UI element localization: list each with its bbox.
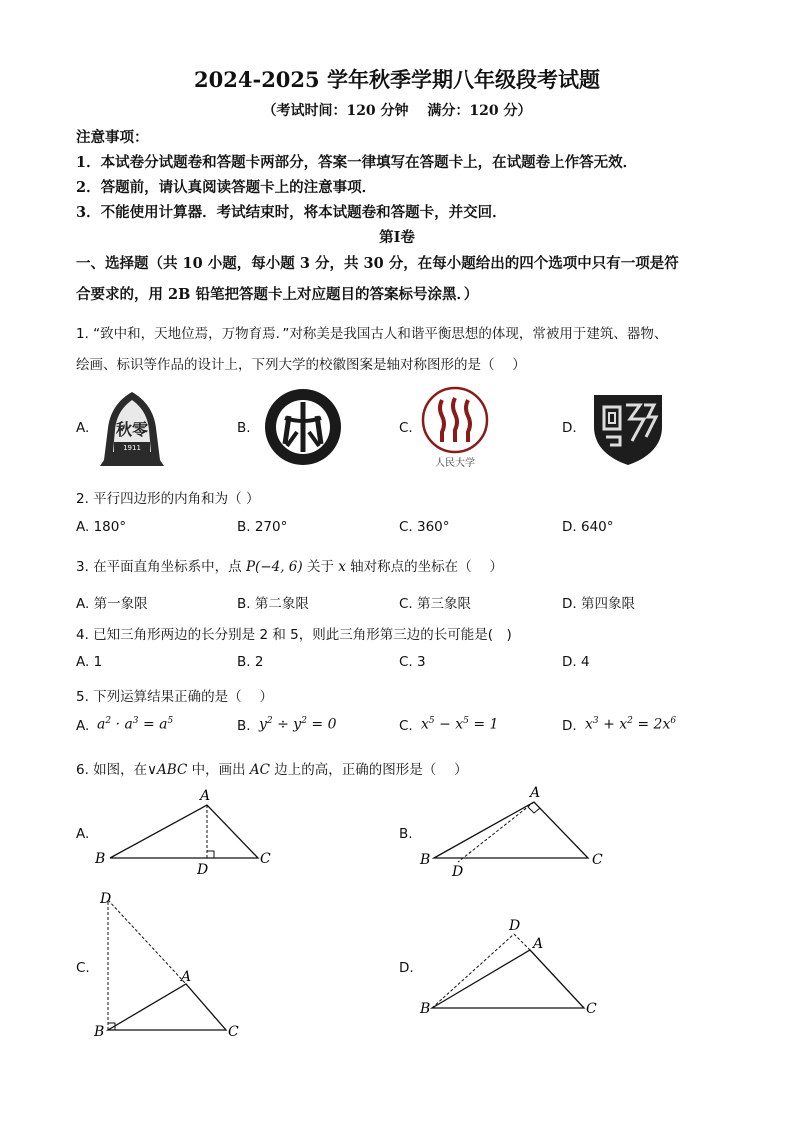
q3-option-b: B. 第二象限	[237, 596, 309, 612]
emblem-a-image	[96, 390, 168, 470]
svg-text:C: C	[228, 1024, 239, 1040]
q2-option-c: C. 360°	[399, 519, 450, 535]
question-2-stem: 2. 平行四边形的内角和为（ ）	[76, 491, 260, 507]
q6-figure-b	[412, 782, 612, 882]
question-1-stem: 绘画、标识等作品的设计上，下列大学的校徽图案是轴对称图形的是（ ）	[76, 357, 526, 373]
question-1-stem: 1. “致中和，天地位焉，万物育焉．”对称美是我国古人和谐平衡思想的体现，常被用于建筑、器物、	[76, 326, 668, 342]
q2-option-d: D. 640°	[562, 519, 614, 535]
option-a-label: A.	[76, 420, 90, 436]
q3-option-d: D. 第四象限	[562, 596, 635, 612]
q5-option-a-label: A.	[76, 718, 90, 734]
section-heading-cont: 合要求的，用 2B 铅笔把答题卡上对应题目的答案标号涂黑．）	[76, 286, 479, 303]
q5-option-d-formula: $x^3 + x^2 = 2x^6$	[585, 716, 677, 733]
svg-text:D: D	[100, 891, 112, 907]
svg-text:B: B	[420, 1001, 431, 1017]
q3-point: P(−4, 6)	[245, 559, 303, 575]
notice-heading: 注意事项：	[76, 129, 149, 146]
q5-option-b-label: B.	[237, 718, 251, 734]
svg-text:B: B	[94, 1024, 105, 1040]
option-d-label: D.	[562, 420, 577, 436]
q6-figure-d	[412, 912, 612, 1022]
q6-triangle: ∨ABC	[147, 762, 188, 778]
svg-text:D: D	[197, 862, 209, 878]
q3-text-mid: 关于	[302, 559, 339, 575]
q6-option-d-label: D.	[399, 960, 414, 976]
q6-option-a-label: A.	[76, 826, 90, 842]
svg-text:C: C	[592, 852, 603, 868]
q6-side: AC	[249, 762, 270, 778]
option-c-label: C.	[399, 420, 413, 436]
svg-text:B: B	[95, 851, 106, 867]
notice-item: 3．不能使用计算器．考试结束时，将本试题卷和答题卡，并交回．	[76, 204, 507, 221]
svg-text:A: A	[200, 788, 211, 804]
q6-option-b-label: B.	[399, 826, 413, 842]
q6-option-c-label: C.	[76, 960, 90, 976]
q5-option-d-label: D.	[562, 718, 577, 734]
q2-option-b: B. 270°	[237, 519, 288, 535]
q3-option-a: A. 第一象限	[76, 596, 148, 612]
q5-option-c-label: C.	[399, 718, 413, 734]
emblem-a-text: 秋零	[115, 420, 149, 439]
option-b-label: B.	[237, 420, 251, 436]
q6-text-mid: 中，画出	[187, 762, 250, 778]
q4-option-b: B. 2	[237, 654, 264, 670]
emblem-d-image	[590, 393, 666, 467]
svg-text:C: C	[260, 851, 271, 867]
section-heading: 一、选择题（共 10 小题，每小题 3 分，共 30 分，在每小题给出的四个选项中只有一项是符	[76, 255, 679, 272]
svg-text:C: C	[586, 1001, 597, 1017]
svg-text:D: D	[509, 918, 521, 934]
emblem-c-caption: 人民大学	[435, 458, 475, 469]
volume-label: 第Ⅰ卷	[379, 229, 415, 246]
svg-text:D: D	[452, 864, 464, 880]
svg-text:A: A	[181, 969, 192, 985]
q3-var: x	[338, 559, 346, 575]
q4-option-c: C. 3	[399, 654, 426, 670]
q2-option-a: A. 180°	[76, 519, 127, 535]
exam-title: 2024-2025 学年秋季学期八年级段考试题	[194, 67, 600, 92]
notice-item: 2．答题前，请认真阅读答题卡上的注意事项．	[76, 179, 377, 196]
svg-text:A: A	[530, 785, 541, 801]
emblem-a-year: 1911	[123, 444, 141, 452]
question-4-stem: 4. 已知三角形两边的长分别是 2 和 5，则此三角形第三边的长可能是( )	[76, 627, 512, 643]
svg-text:B: B	[420, 852, 431, 868]
notice-item: 1．本试卷分试题卷和答题卡两部分，答案一律填写在答题卡上，在试题卷上作答无效．	[76, 154, 638, 171]
question-5-stem: 5. 下列运算结果正确的是（ ）	[76, 689, 273, 705]
svg-text:A: A	[533, 936, 544, 952]
emblem-b-image	[263, 388, 343, 466]
q5-option-a-formula: $a^2 \cdot a^3 = a^5$	[97, 716, 174, 733]
q5-option-b-formula: $y^2 \div y^2 = 0$	[259, 716, 337, 733]
q6-figure-c	[90, 888, 250, 1048]
q6-figure-a	[90, 785, 280, 880]
q3-text-pre: 3. 在平面直角坐标系中，点	[76, 559, 246, 575]
emblem-c-image	[418, 386, 492, 472]
exam-subtitle: （考试时间：120 分钟 满分：120 分）	[262, 103, 532, 119]
q3-text-post: 轴对称点的坐标在（ ）	[345, 559, 503, 575]
question-3-stem	[76, 555, 503, 575]
q6-text-pre: 6. 如图，在	[76, 762, 148, 778]
q4-option-a: A. 1	[76, 654, 103, 670]
q5-option-c-formula: $x^5 - x^5 = 1$	[421, 716, 499, 733]
q3-option-c: C. 第三象限	[399, 596, 472, 612]
q4-option-d: D. 4	[562, 654, 590, 670]
question-6-stem	[76, 758, 468, 778]
q6-text-post: 边上的高，正确的图形是（ ）	[270, 762, 468, 778]
